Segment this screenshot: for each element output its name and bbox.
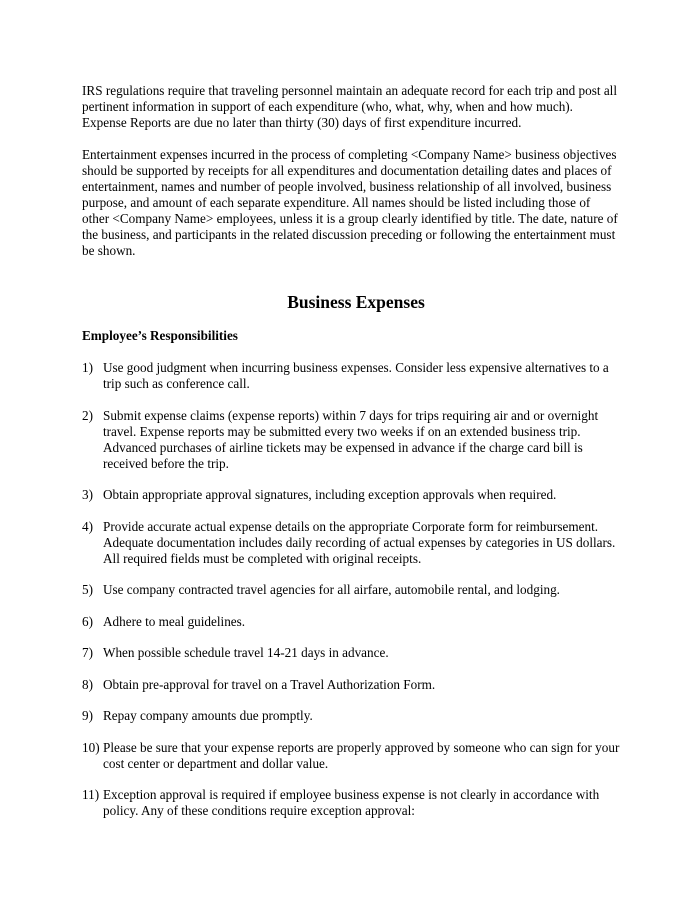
list-item-number: 3) [82, 487, 93, 502]
list-item-text: Exception approval is required if employee business expense is not clearly in accordance with policy. Any of these conditions require exception approval: [103, 787, 600, 818]
list-item-text: Repay company amounts due promptly. [103, 708, 313, 723]
list-item [82, 582, 622, 598]
list-item-number: 7) [82, 645, 93, 660]
list-item-number: 2) [82, 407, 93, 423]
list-item-text: Use good judgment when incurring business expenses. Consider less expensive alternatives to a trip such as conference call. [103, 360, 609, 391]
list-item-number: 8) [82, 676, 93, 692]
list-item [82, 645, 622, 661]
list-item-number: 4) [82, 518, 93, 534]
list-item-number: 11) [82, 787, 100, 802]
list-item-text: When possible schedule travel 14-21 days in advance. [103, 645, 389, 660]
list-item-text: Obtain appropriate approval signatures, including exception approvals when required. [103, 487, 557, 502]
list-item-number: 5) [82, 582, 93, 597]
list-item-number: 9) [82, 708, 93, 723]
list-item-text: Submit expense claims (expense reports) within 7 days for trips requiring air and or overnight travel. Expense reports may be submitted every two weeks if on an extended business trip. Advanced purchases of airline tickets may be expensed in advance if the charge card bill is received before the trip. [103, 407, 599, 471]
list-item [82, 787, 622, 819]
responsibilities-list [82, 360, 622, 819]
list-item-text: Adhere to meal guidelines. [103, 613, 246, 629]
entertainment-paragraph: Entertainment expenses incurred in the process of completing <Company Name> business objectives should be supported by receipts for all expenditures and documentation detailing dates and places of entertainment, names and number of people involved, business relationship of all involved, business purpose, and amount of each separate expenditure. All names should be listed including those of other <Company Name> employees, unless it is a group clearly identified by title. The date, nature of the business, and participants in the related discussion preceding or following the entertainment must be shown. [82, 147, 618, 258]
section-title: Business Expenses [287, 292, 425, 312]
section-subheading: Employee’s Responsibilities [82, 328, 238, 343]
list-item-text: Use company contracted travel agencies for all airfare, automobile rental, and lodging. [103, 582, 560, 597]
list-item [82, 677, 622, 693]
list-item [82, 408, 622, 472]
list-item [82, 614, 622, 630]
list-item-number: 1) [82, 360, 93, 375]
list-item [82, 487, 622, 503]
list-item-text: Provide accurate actual expense details on the appropriate Corporate form for reimbursement. Adequate documentation includes daily recording of actual expenses by categories in US dollars. All required fields must be completed with original receipts. [103, 518, 616, 566]
list-item [82, 519, 622, 567]
list-item-number: 10) [82, 739, 100, 755]
document-page [82, 83, 622, 835]
list-item-text: Obtain pre-approval for travel on a Travel Authorization Form. [103, 676, 436, 692]
list-item [82, 708, 622, 724]
list-item [82, 740, 622, 772]
list-item [82, 360, 622, 392]
list-item-text: Please be sure that your expense reports are properly approved by someone who can sign for your cost center or department and dollar value. [103, 739, 620, 771]
list-item-number: 6) [82, 613, 93, 629]
intro-paragraph: IRS regulations require that traveling personnel maintain an adequate record for each trip and post all pertinent information in support of each expenditure (who, what, why, when and how much). Expense Reports are due no later than thirty (30) days of first expenditure incurred. [82, 83, 618, 130]
